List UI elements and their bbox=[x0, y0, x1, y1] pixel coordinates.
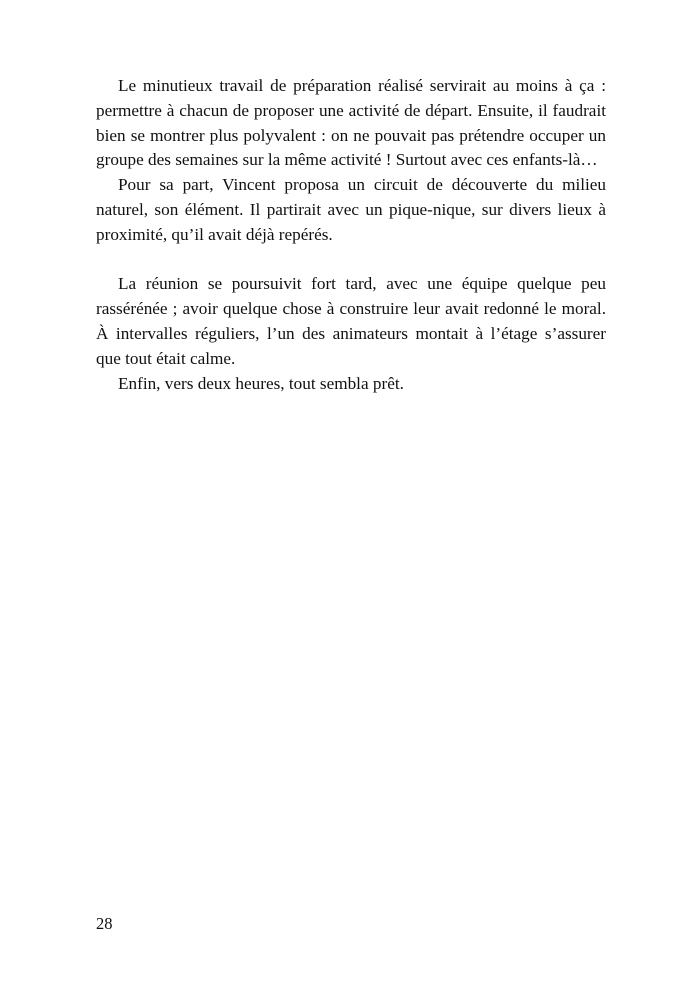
paragraph: Le minutieux travail de préparation réalisé servirait au moins à ça : permettre à chacun de proposer une activité de départ. Ensuite, il faudrait bien se montrer plus polyvalent : on ne pouvait pas prétendre occuper un groupe des semaines sur la même activité ! Surtout avec ces enfants-là… bbox=[96, 76, 606, 170]
paragraph: Pour sa part, Vincent proposa un circuit de découverte du milieu naturel, son élément. Il partirait avec un pique-nique, sur divers lieux à proximité, qu’il avait déjà repérés. bbox=[96, 175, 606, 244]
paragraph: Enfin, vers deux heures, tout sembla prêt. bbox=[118, 373, 404, 393]
section-break bbox=[96, 248, 606, 273]
paragraph: La réunion se poursuivit fort tard, avec une équipe quelque peu rassérénée ; avoir quelque chose à construire leur avait redonné le moral. À intervalles réguliers, l’un des animateurs montait à l’étage s’assurer que tout était calme. bbox=[96, 274, 606, 368]
body-text bbox=[96, 74, 606, 396]
page-number: 28 bbox=[96, 914, 113, 933]
